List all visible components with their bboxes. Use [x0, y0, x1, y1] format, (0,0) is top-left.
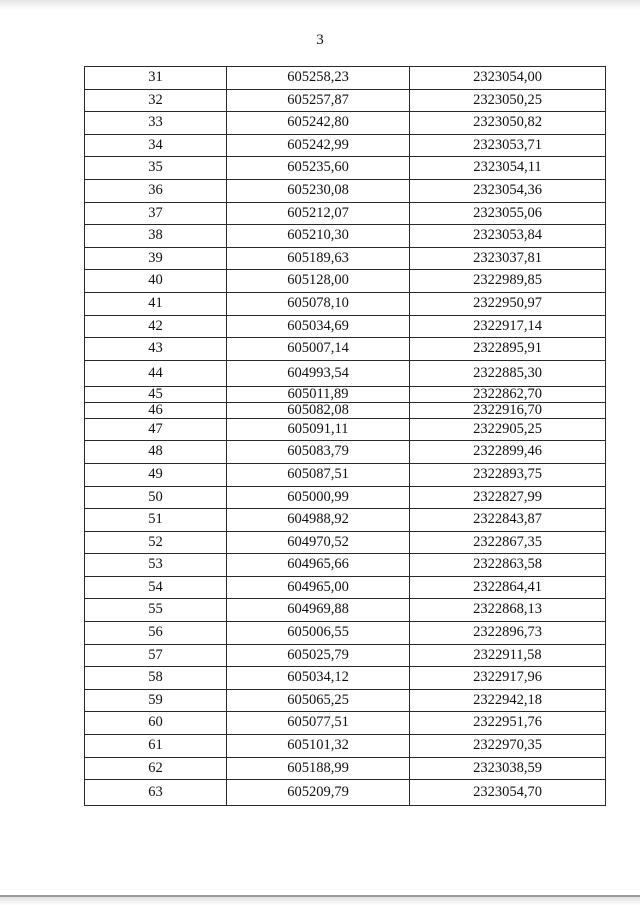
table-row: [85, 531, 606, 554]
table-row: [85, 134, 606, 157]
table-row: [85, 622, 606, 645]
x-coordinate-cell: 605212,07: [227, 202, 410, 225]
x-coordinate-cell: 605077,51: [227, 712, 410, 735]
y-coordinate-cell: 2323050,82: [410, 112, 606, 135]
point-number-cell: 44: [85, 360, 227, 386]
table-row: [85, 667, 606, 690]
y-coordinate-cell: 2323053,84: [410, 225, 606, 248]
y-coordinate-cell: 2322868,13: [410, 599, 606, 622]
x-coordinate-cell: 605235,60: [227, 157, 410, 180]
y-coordinate-cell: 2323038,59: [410, 757, 606, 780]
table-row: [85, 644, 606, 667]
table-row: [85, 402, 606, 418]
table-row: [85, 89, 606, 112]
y-coordinate-cell: 2322827,99: [410, 486, 606, 509]
table-row: [85, 712, 606, 735]
x-coordinate-cell: 605000,99: [227, 486, 410, 509]
table-row: [85, 418, 606, 441]
y-coordinate-cell: 2322885,30: [410, 360, 606, 386]
table-row: [85, 338, 606, 361]
point-number-cell: 42: [85, 315, 227, 338]
table-row: [85, 463, 606, 486]
point-number-cell: 53: [85, 554, 227, 577]
table-row: [85, 735, 606, 758]
y-coordinate-cell: 2322970,35: [410, 735, 606, 758]
y-coordinate-cell: 2322951,76: [410, 712, 606, 735]
x-coordinate-cell: 604965,00: [227, 576, 410, 599]
point-number-cell: 35: [85, 157, 227, 180]
x-coordinate-cell: 604988,92: [227, 509, 410, 532]
table-row: [85, 67, 606, 90]
point-number-cell: 58: [85, 667, 227, 690]
table-row: [85, 576, 606, 599]
x-coordinate-cell: 605034,69: [227, 315, 410, 338]
table-row: [85, 509, 606, 532]
y-coordinate-cell: 2322895,91: [410, 338, 606, 361]
table-row: [85, 554, 606, 577]
y-coordinate-cell: 2322896,73: [410, 622, 606, 645]
point-number-cell: 37: [85, 202, 227, 225]
y-coordinate-cell: 2323054,36: [410, 179, 606, 202]
x-coordinate-cell: 605083,79: [227, 441, 410, 464]
x-coordinate-cell: 605242,99: [227, 134, 410, 157]
x-coordinate-cell: 604969,88: [227, 599, 410, 622]
table-row: [85, 757, 606, 780]
y-coordinate-cell: 2322867,35: [410, 531, 606, 554]
table-row: [85, 315, 606, 338]
point-number-cell: 48: [85, 441, 227, 464]
point-number-cell: 46: [85, 402, 227, 418]
y-coordinate-cell: 2322917,14: [410, 315, 606, 338]
y-coordinate-cell: 2323050,25: [410, 89, 606, 112]
point-number-cell: 61: [85, 735, 227, 758]
x-coordinate-cell: 605257,87: [227, 89, 410, 112]
x-coordinate-cell: 605101,32: [227, 735, 410, 758]
table-row: [85, 780, 606, 806]
point-number-cell: 31: [85, 67, 227, 90]
x-coordinate-cell: 605065,25: [227, 689, 410, 712]
x-coordinate-cell: 605007,14: [227, 338, 410, 361]
table-row: [85, 689, 606, 712]
x-coordinate-cell: 605230,08: [227, 179, 410, 202]
y-coordinate-cell: 2322989,85: [410, 270, 606, 293]
point-number-cell: 36: [85, 179, 227, 202]
y-coordinate-cell: 2322905,25: [410, 418, 606, 441]
y-coordinate-cell: 2322950,97: [410, 292, 606, 315]
point-number-cell: 40: [85, 270, 227, 293]
y-coordinate-cell: 2323054,70: [410, 780, 606, 806]
point-number-cell: 51: [85, 509, 227, 532]
y-coordinate-cell: 2322911,58: [410, 644, 606, 667]
point-number-cell: 62: [85, 757, 227, 780]
point-number-cell: 57: [85, 644, 227, 667]
point-number-cell: 32: [85, 89, 227, 112]
x-coordinate-cell: 604965,66: [227, 554, 410, 577]
x-coordinate-cell: 605006,55: [227, 622, 410, 645]
table-row: [85, 179, 606, 202]
page-number: 3: [316, 32, 324, 48]
point-number-cell: 52: [85, 531, 227, 554]
table-row: [85, 112, 606, 135]
x-coordinate-cell: 605188,99: [227, 757, 410, 780]
point-number-cell: 56: [85, 622, 227, 645]
x-coordinate-cell: 605078,10: [227, 292, 410, 315]
x-coordinate-cell: 605034,12: [227, 667, 410, 690]
point-number-cell: 55: [85, 599, 227, 622]
scan-bottom-edge: [0, 895, 640, 905]
table-row: [85, 360, 606, 386]
scan-top-shadow: [0, 0, 640, 10]
table-row: [85, 386, 606, 402]
point-number-cell: 54: [85, 576, 227, 599]
y-coordinate-cell: 2323055,06: [410, 202, 606, 225]
x-coordinate-cell: 605011,89: [227, 386, 410, 402]
y-coordinate-cell: 2322862,70: [410, 386, 606, 402]
table-row: [85, 486, 606, 509]
point-number-cell: 41: [85, 292, 227, 315]
y-coordinate-cell: 2322864,41: [410, 576, 606, 599]
y-coordinate-cell: 2322843,87: [410, 509, 606, 532]
x-coordinate-cell: 605128,00: [227, 270, 410, 293]
x-coordinate-cell: 604970,52: [227, 531, 410, 554]
point-number-cell: 33: [85, 112, 227, 135]
point-number-cell: 43: [85, 338, 227, 361]
point-number-cell: 49: [85, 463, 227, 486]
coordinates-table-body: [85, 67, 606, 806]
table-row: [85, 270, 606, 293]
table-row: [85, 292, 606, 315]
x-coordinate-cell: 605210,30: [227, 225, 410, 248]
y-coordinate-cell: 2323053,71: [410, 134, 606, 157]
y-coordinate-cell: 2322863,58: [410, 554, 606, 577]
x-coordinate-cell: 605209,79: [227, 780, 410, 806]
point-number-cell: 47: [85, 418, 227, 441]
x-coordinate-cell: 605242,80: [227, 112, 410, 135]
y-coordinate-cell: 2323054,00: [410, 67, 606, 90]
table-row: [85, 202, 606, 225]
point-number-cell: 60: [85, 712, 227, 735]
table-row: [85, 599, 606, 622]
y-coordinate-cell: 2323037,81: [410, 247, 606, 270]
coordinates-table: [84, 66, 606, 806]
point-number-cell: 34: [85, 134, 227, 157]
y-coordinate-cell: 2322899,46: [410, 441, 606, 464]
y-coordinate-cell: 2323054,11: [410, 157, 606, 180]
x-coordinate-cell: 605025,79: [227, 644, 410, 667]
table-row: [85, 247, 606, 270]
x-coordinate-cell: 605258,23: [227, 67, 410, 90]
y-coordinate-cell: 2322942,18: [410, 689, 606, 712]
y-coordinate-cell: 2322917,96: [410, 667, 606, 690]
x-coordinate-cell: 604993,54: [227, 360, 410, 386]
table-row: [85, 225, 606, 248]
point-number-cell: 45: [85, 386, 227, 402]
y-coordinate-cell: 2322916,70: [410, 402, 606, 418]
point-number-cell: 38: [85, 225, 227, 248]
x-coordinate-cell: 605189,63: [227, 247, 410, 270]
table-row: [85, 157, 606, 180]
table-row: [85, 441, 606, 464]
point-number-cell: 50: [85, 486, 227, 509]
x-coordinate-cell: 605082,08: [227, 402, 410, 418]
y-coordinate-cell: 2322893,75: [410, 463, 606, 486]
x-coordinate-cell: 605091,11: [227, 418, 410, 441]
point-number-cell: 63: [85, 780, 227, 806]
point-number-cell: 59: [85, 689, 227, 712]
x-coordinate-cell: 605087,51: [227, 463, 410, 486]
point-number-cell: 39: [85, 247, 227, 270]
